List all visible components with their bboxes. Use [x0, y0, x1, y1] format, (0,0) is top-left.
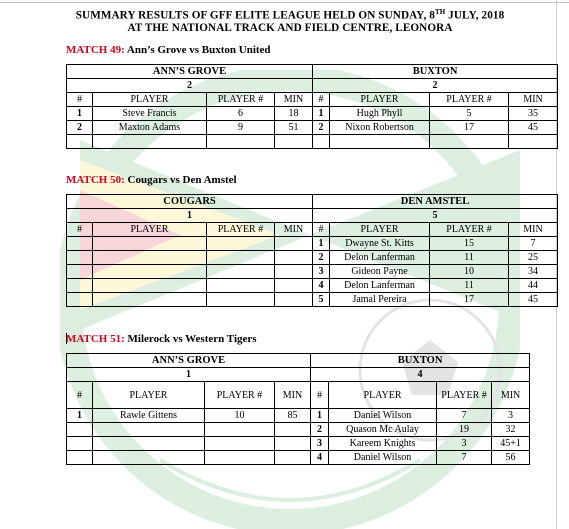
row-number: 1 — [67, 107, 93, 121]
table-row — [67, 237, 558, 251]
goal-minute: 35 — [509, 107, 558, 121]
goal-minute: 85 — [275, 409, 311, 423]
row-number: 2 — [313, 251, 330, 265]
scorer-name: Nixon Robertson — [330, 121, 430, 135]
player-number: 9 — [207, 121, 275, 135]
scorer-name: Daniel Wilson — [329, 409, 437, 423]
column-header-player: PLAYER — [330, 223, 430, 237]
row-number: 4 — [313, 279, 330, 293]
team-name: BUXTON — [311, 354, 530, 368]
column-header-player-number: PLAYER # — [430, 93, 509, 107]
table-row-empty — [67, 135, 558, 149]
column-header-player-number: PLAYER # — [437, 382, 492, 409]
row-number: 2 — [313, 121, 330, 135]
page-title-line-1: SUMMARY RESULTS OF GFF ELITE LEAGUE HELD ON SUNDAY, 8TH JULY, 2018 — [75, 8, 505, 22]
table-row — [67, 409, 530, 423]
player-number: 15 — [430, 237, 509, 251]
goal-minute: 56 — [492, 451, 530, 465]
goal-minute: 45+1 — [492, 437, 530, 451]
column-header-number: # — [313, 93, 330, 107]
player-number: 11 — [430, 251, 509, 265]
team-score: 5 — [313, 209, 558, 223]
team-name: DEN AMSTEL — [313, 195, 558, 209]
table-row — [67, 107, 558, 121]
team-score: 1 — [67, 368, 311, 382]
column-header-number: # — [67, 93, 93, 107]
player-number: 17 — [430, 293, 509, 307]
team-name: BUXTON — [313, 65, 558, 79]
goal-minute: 51 — [275, 121, 313, 135]
match-49-results-table — [66, 64, 558, 149]
column-header-player: PLAYER — [330, 93, 430, 107]
table-row — [67, 279, 558, 293]
scorer-name: Steve Francis — [93, 107, 207, 121]
player-number: 5 — [430, 107, 509, 121]
row-number: 5 — [313, 293, 330, 307]
scorer-name: Jamal Pereira — [330, 293, 430, 307]
scorer-name: Quason Mc Aulay — [329, 423, 437, 437]
team-score: 2 — [67, 79, 313, 93]
column-header-minute: MIN — [509, 93, 558, 107]
column-header-number: # — [67, 382, 93, 409]
match-49-heading: MATCH 49: Ann’s Grove vs Buxton United — [66, 44, 271, 56]
column-header-minute: MIN — [492, 382, 530, 409]
column-header-player-number: PLAYER # — [207, 93, 275, 107]
scorer-name: Maxton Adams — [93, 121, 207, 135]
scorer-name: Kareem Knights — [329, 437, 437, 451]
goal-minute: 25 — [509, 251, 558, 265]
column-header-minute: MIN — [275, 382, 311, 409]
row-number: 1 — [313, 237, 330, 251]
scorer-name: Dwayne St. Kitts — [330, 237, 430, 251]
player-number: 3 — [437, 437, 492, 451]
row-number: 1 — [67, 409, 93, 423]
goal-minute: 3 — [492, 409, 530, 423]
player-number: 7 — [437, 409, 492, 423]
team-score: 2 — [313, 79, 558, 93]
page-top-rule — [0, 2, 569, 3]
column-header-number: # — [313, 223, 330, 237]
match-51-heading: MATCH 51: Milerock vs Western Tigers — [66, 333, 257, 345]
scorer-name: Daniel Wilson — [329, 451, 437, 465]
scorer-name: Delon Lanferman — [330, 279, 430, 293]
player-number: 10 — [430, 265, 509, 279]
row-number: 3 — [311, 437, 329, 451]
goal-minute: 7 — [509, 237, 558, 251]
row-number: 2 — [311, 423, 329, 437]
page-title-line-2: AT THE NATIONAL TRACK AND FIELD CENTRE, LEONORA — [127, 22, 453, 34]
table-row — [67, 437, 530, 451]
player-number: 11 — [430, 279, 509, 293]
goal-minute: 34 — [509, 265, 558, 279]
player-number: 19 — [437, 423, 492, 437]
goal-minute: 44 — [509, 279, 558, 293]
team-name: COUGARS — [67, 195, 313, 209]
row-number: 4 — [311, 451, 329, 465]
goal-minute: 45 — [509, 121, 558, 135]
column-header-player: PLAYER — [93, 93, 207, 107]
scorer-name: Rawle Gittens — [93, 409, 205, 423]
column-header-number: # — [311, 382, 329, 409]
column-header-player: PLAYER — [93, 223, 207, 237]
match-51-results-table — [66, 353, 530, 465]
column-header-player-number: PLAYER # — [205, 382, 275, 409]
player-number: 6 — [207, 107, 275, 121]
column-header-player-number: PLAYER # — [207, 223, 275, 237]
team-score: 4 — [311, 368, 530, 382]
column-header-player-number: PLAYER # — [430, 223, 509, 237]
table-row — [67, 423, 530, 437]
team-name: ANN’S GROVE — [67, 354, 311, 368]
column-header-number: # — [67, 223, 93, 237]
goal-minute: 45 — [509, 293, 558, 307]
goal-minute: 32 — [492, 423, 530, 437]
player-number: 17 — [430, 121, 509, 135]
column-header-minute: MIN — [509, 223, 558, 237]
table-row — [67, 293, 558, 307]
column-header-minute: MIN — [275, 223, 313, 237]
match-50-heading: MATCH 50: Cougars vs Den Amstel — [66, 174, 237, 186]
team-name: ANN’S GROVE — [67, 65, 313, 79]
player-number: 7 — [437, 451, 492, 465]
player-number: 10 — [205, 409, 275, 423]
table-row — [67, 265, 558, 279]
table-row — [67, 251, 558, 265]
goal-minute: 18 — [275, 107, 313, 121]
scorer-name: Hugh Phyll — [330, 107, 430, 121]
table-row — [67, 121, 558, 135]
row-number: 2 — [67, 121, 93, 135]
team-score: 1 — [67, 209, 313, 223]
column-header-minute: MIN — [275, 93, 313, 107]
row-number: 1 — [311, 409, 329, 423]
row-number: 3 — [313, 265, 330, 279]
table-row — [67, 451, 530, 465]
row-number: 1 — [313, 107, 330, 121]
column-header-player: PLAYER — [93, 382, 205, 409]
match-50-results-table — [66, 194, 558, 307]
scorer-name: Delon Lanferman — [330, 251, 430, 265]
column-header-player: PLAYER — [329, 382, 437, 409]
scorer-name: Gideon Payne — [330, 265, 430, 279]
